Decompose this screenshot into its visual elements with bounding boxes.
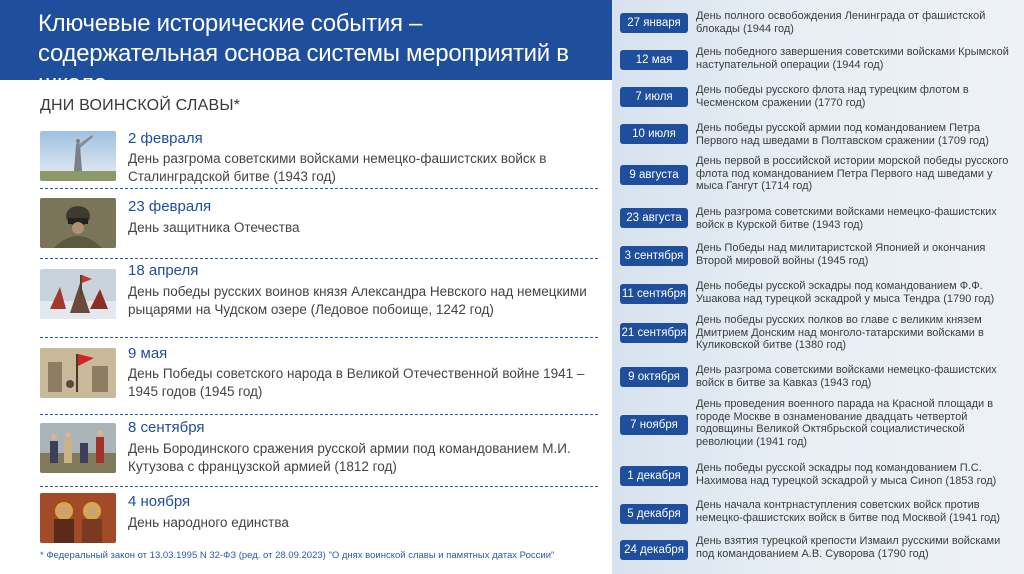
event-description: День победы русских полков во главе с великим князем Дмитрием Донским над монголо-татарскими войсками в Куликовской битве (1380 год): [696, 314, 984, 351]
date-badge: 23 августа: [620, 208, 688, 228]
left-panel: [0, 80, 612, 574]
footnote: * Федеральный закон от 13.03.1995 N 32-ФЗ (ред. от 28.09.2023) "О днях воинской славы и памятных датах России": [40, 550, 555, 561]
list-item: [40, 126, 598, 189]
event-description: День победы русской армии под командованием Петра Первого над шведами в Полтавском сражении (1709 год): [696, 122, 989, 147]
event-description: День народного единства: [128, 515, 289, 530]
event-description: День разгрома советскими войсками немецко-фашистских войск в Курской битве (1943 год): [696, 206, 997, 231]
event-description: День разгрома советскими войсками немецко-фашистских войск в Сталинградской битве (1943 год): [128, 151, 547, 184]
battle-painting-image: [40, 269, 116, 319]
event-description: День полного освобождения Ленинграда от фашистской блокады (1944 год): [696, 10, 986, 35]
date-badge: 1 декабря: [620, 466, 688, 486]
right-panel: [612, 0, 1024, 574]
glory-days-list: [40, 126, 598, 547]
monument-image: [40, 131, 116, 181]
title-banner: [0, 0, 612, 80]
event-description: День защитника Отечества: [128, 220, 300, 235]
list-item: [40, 415, 598, 487]
event-description: День победы русской эскадры под командованием П.С. Нахимова над турецкой эскадрой у мыса Синоп (1853 год): [696, 462, 997, 487]
date-badge: 9 августа: [620, 165, 688, 185]
list-item: [40, 189, 598, 259]
event-description: День победы русского флота над турецким флотом в Чесменском сражении (1770 год): [696, 84, 969, 109]
event-description: День проведения военного парада на Красной площади в городе Москве в ознаменование двадцать четвертой годовщины Великой Октябрьской социалистической революции (1941 год): [696, 398, 994, 448]
event-date: 8 сентября: [128, 419, 205, 436]
date-badge: 10 июля: [620, 124, 688, 144]
page-title: Ключевые исторические события – содержательная основа системы мероприятий в: [38, 10, 569, 67]
date-badge: 9 октября: [620, 367, 688, 387]
list-item: [40, 259, 598, 338]
date-badge: 7 ноября: [620, 415, 688, 435]
date-badge: 5 декабря: [620, 504, 688, 524]
date-badge: 7 июля: [620, 87, 688, 107]
event-description: День Бородинского сражения русской армии под командованием М.И. Кутузова с французской армией (1812 год): [128, 441, 571, 474]
victory-flag-image: [40, 348, 116, 398]
soldier-image: [40, 198, 116, 248]
section-title: ДНИ ВОИНСКОЙ СЛАВЫ*: [40, 97, 241, 114]
borodino-painting-image: [40, 423, 116, 473]
date-badge: 24 декабря: [620, 540, 688, 560]
event-description: День победного завершения советскими войсками Крымской наступательной операции (1944 год): [696, 46, 1009, 71]
list-item: [40, 487, 598, 547]
date-badge: 12 мая: [620, 50, 688, 70]
event-description: День начала контрнаступления советских войск против немецко-фашистских войск в битве под Москвой (1941 год): [696, 499, 1001, 524]
event-date: 18 апреля: [128, 262, 199, 279]
event-description: День Победы советского народа в Великой Отечественной войне 1941 – 1945 годов (1945 год): [128, 366, 585, 399]
event-description: День Победы над милитаристской Японией и окончания Второй мировой войны (1945 год): [696, 242, 986, 267]
event-date: 23 февраля: [128, 198, 212, 215]
event-description: День победы русской эскадры под командованием Ф.Ф. Ушакова над турецкой эскадрой у мыса Тендра (1790 год): [696, 280, 995, 305]
event-description: День победы русских воинов князя Александра Невского над немецкими рыцарями на Чудском озере (Ледовое побоище, 1242 год): [128, 284, 587, 317]
event-date: 9 мая: [128, 345, 168, 362]
event-description: День разгрома советскими войсками немецко-фашистских войск в битве за Кавказ (1943 год): [696, 364, 997, 389]
event-description: День взятия турецкой крепости Измаил русскими войсками под командованием А.В. Суворова (1790 год): [696, 535, 1001, 560]
event-date: 2 февраля: [128, 130, 203, 147]
event-date: 4 ноября: [128, 493, 191, 510]
date-badge: 11 сентября: [620, 284, 688, 304]
date-badge: 3 сентября: [620, 246, 688, 266]
date-badge: 21 сентября: [620, 323, 688, 343]
event-description: День первой в российской истории морской победы русского флота под командованием Петра Первого над шведами у мыса Гангут (1714 год): [696, 155, 1009, 192]
list-item: [40, 338, 598, 415]
date-badge: 27 января: [620, 13, 688, 33]
unity-painting-image: [40, 493, 116, 543]
